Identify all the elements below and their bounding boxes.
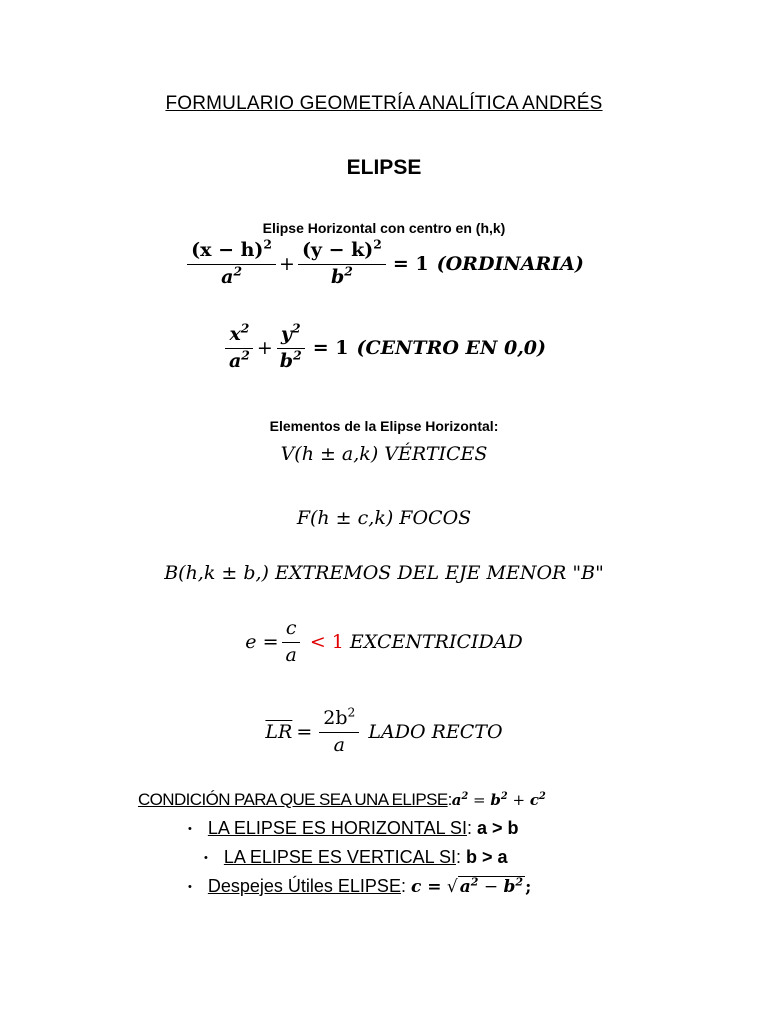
fraction-c-over-a: $\frac{c}{a}$ — [282, 618, 301, 667]
condition-formula: $a^2 = b^2 + c^2$ — [451, 791, 546, 809]
equation-ordinaria — [0, 236, 768, 289]
despeje-formula: c = √ $a^2 - b^2$ ; — [410, 875, 532, 897]
bullet-vertical: • LA ELIPSE ES VERTICAL SI : b > a — [204, 847, 508, 867]
condition-line: CONDICIÓN PARA QUE SEA UNA ELIPSE : $a^2 = b^2 + c^2$ — [138, 790, 546, 809]
bullet-despejes-label: Despejes Útiles ELIPSE — [207, 876, 401, 896]
fraction-2b2-over-a: $\frac{2b^2}{a}$ — [319, 708, 359, 757]
bullet-despejes: • Despejes Útiles ELIPSE : c = √ $a^2 - b^2$ ; — [188, 875, 532, 897]
horizontal-subtitle: Elipse Horizontal con centro en (h,k) — [262, 220, 506, 236]
bullet-horizontal-value: a > b — [476, 818, 519, 838]
fraction-y-term: $\frac{y^2}{b^2}$ — [276, 324, 306, 373]
condition-label: CONDICIÓN PARA QUE SEA UNA ELIPSE — [138, 790, 448, 809]
excentricidad-formula — [0, 618, 768, 667]
vertices-formula: V(h ± a,k) VÉRTICES — [280, 443, 488, 465]
denominator-a: a — [221, 265, 234, 288]
focos-formula: F(h ± c,k) FOCOS — [296, 507, 472, 529]
plus-sign: + — [256, 337, 273, 360]
numerator-y: (y − k) — [301, 239, 374, 261]
section-heading: ELIPSE — [346, 156, 422, 179]
sqrt-expression: √ $a^2 - b^2$ — [446, 875, 524, 897]
equals-sign: = — [296, 721, 313, 744]
equals-one: = 1 — [312, 337, 349, 360]
lado-recto-lhs: $\overline{LR}$ — [265, 721, 293, 744]
elements-subtitle: Elementos de la Elipse Horizontal: — [269, 418, 499, 434]
centro-label: (CENTRO EN 0,0) — [356, 337, 547, 360]
plus-sign: + — [279, 253, 295, 276]
excentricidad-label: EXCENTRICIDAD — [349, 631, 523, 654]
bullet-vertical-value: b > a — [466, 847, 508, 867]
page-title: FORMULARIO GEOMETRÍA ANALÍTICA ANDRÉS — [165, 93, 603, 114]
equals-one: = 1 — [392, 253, 429, 276]
fraction-x-term: $\frac{x^2}{a^2}$ — [225, 324, 254, 373]
bullet-horizontal-label: LA ELIPSE ES HORIZONTAL SI — [207, 818, 467, 838]
fraction-x-term: $\frac{(x - h)^2}{a^2}$ — [187, 240, 276, 289]
bullet-horizontal: • LA ELIPSE ES HORIZONTAL SI : a > b — [188, 818, 519, 838]
lado-recto-formula — [0, 705, 768, 757]
fraction-y-term: $\frac{(y - k)^2}{b^2}$ — [298, 240, 386, 289]
bullet-vertical-label: LA ELIPSE ES VERTICAL SI — [223, 847, 456, 867]
ordinaria-label: (ORDINARIA) — [436, 253, 584, 276]
extremos-formula: B(h,k ± b,) EXTREMOS DEL EJE MENOR "B" — [164, 562, 604, 584]
less-than-one: < 1 — [309, 631, 344, 654]
lado-recto-label: LADO RECTO — [368, 721, 503, 744]
numerator-x: (x − h) — [191, 239, 264, 261]
equation-centro — [0, 320, 768, 373]
denominator-b: b — [330, 265, 345, 288]
excentricidad-lhs: e = — [245, 631, 279, 654]
